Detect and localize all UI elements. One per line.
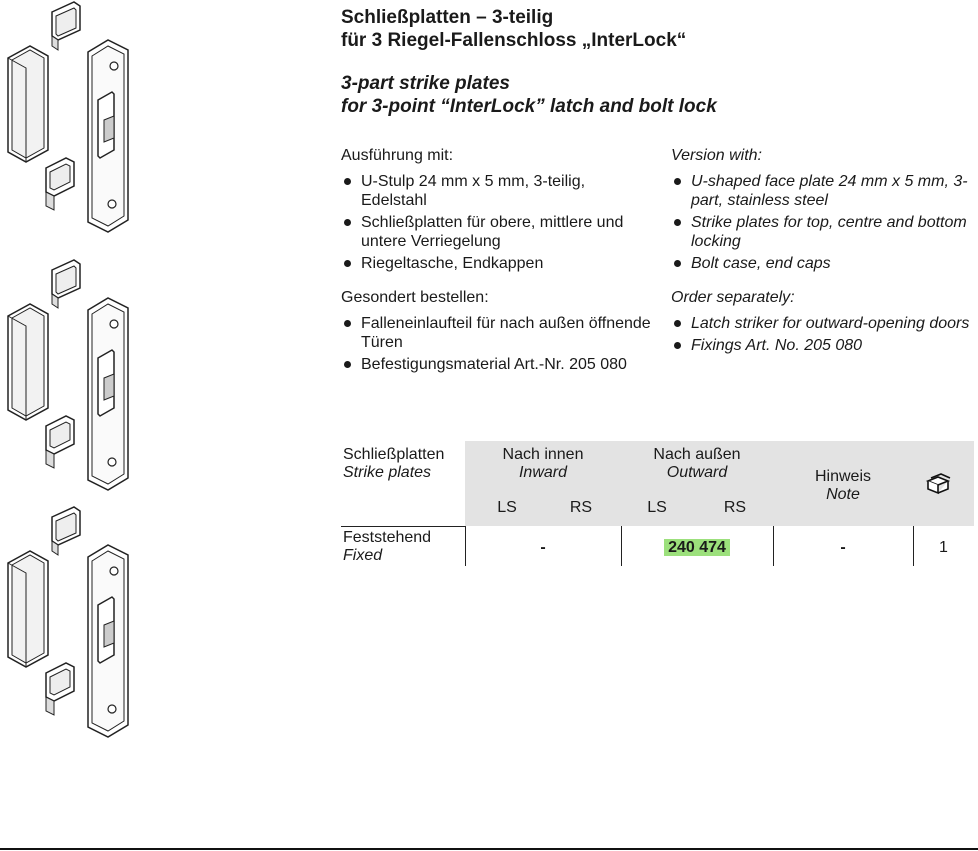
order-heading-de: Gesondert bestellen: (341, 289, 489, 306)
article-number: 240 474 (664, 539, 730, 556)
header-strike-plates (343, 446, 444, 482)
list-item: U-shaped face plate 24 mm x 5 mm, 3-part, stainless steel (671, 172, 976, 210)
title-english (341, 72, 717, 118)
order-list-de (341, 314, 651, 374)
version-heading-en: Version with: (671, 147, 762, 164)
header-inward-en: Inward (518, 464, 568, 481)
header-outward-de: Nach außen (653, 446, 741, 463)
header-strike-plates-de: Schließplatten (343, 446, 445, 463)
subheader-inward-ls: LS (497, 499, 517, 516)
row-divider (341, 526, 465, 527)
description-english (671, 146, 976, 358)
row-label-fixed (343, 529, 431, 565)
header-outward-en: Outward (666, 464, 728, 481)
version-list-en (671, 172, 976, 273)
list-item: Latch striker for outward-opening doors (671, 314, 976, 333)
header-inward (465, 446, 621, 482)
row-label-fixed-en: Fixed (343, 547, 383, 564)
title-german-line2: für 3 Riegel-Fallenschloss „InterLock“ (341, 30, 687, 51)
row-label-fixed-de: Feststehend (343, 529, 432, 546)
list-item: Riegeltasche, Endkappen (341, 254, 651, 273)
header-note-en: Note (826, 486, 860, 503)
subheader-outward-ls: LS (647, 499, 667, 516)
title-english-line1: 3-part strike plates (341, 73, 510, 94)
header-note (773, 468, 913, 504)
title-english-line2: for 3-point “InterLock” latch and bolt lock (341, 96, 717, 117)
order-list-en (671, 314, 976, 355)
header-strike-plates-en: Strike plates (343, 464, 432, 481)
header-inward-de: Nach innen (502, 446, 584, 463)
article-table (341, 441, 974, 569)
package-box-icon (925, 473, 951, 495)
order-heading-en: Order separately: (671, 289, 795, 306)
list-item: Falleneinlaufteil für nach außen öffnende Türen (341, 314, 651, 352)
list-item: Strike plates for top, centre and bottom locking (671, 213, 976, 251)
subheader-outward-rs: RS (723, 499, 747, 516)
inward-value: - (540, 539, 546, 556)
list-item: Bolt case, end caps (671, 254, 976, 273)
pack-quantity: 1 (939, 539, 948, 556)
outward-article-cell (621, 539, 773, 557)
header-note-de: Hinweis (814, 468, 871, 485)
list-item: U-Stulp 24 mm x 5 mm, 3-teilig, Edelstahl (341, 172, 651, 210)
list-item: Befestigungsmaterial Art.-Nr. 205 080 (341, 355, 651, 374)
page-bottom-rule (0, 848, 978, 850)
description-german (341, 146, 651, 377)
version-heading-de: Ausführung mit: (341, 147, 454, 164)
list-item: Schließplatten für obere, mittlere und untere Verriegelung (341, 213, 651, 251)
title-german (341, 6, 686, 52)
strike-plates-illustration (0, 0, 160, 760)
subheader-inward-rs: RS (569, 499, 593, 516)
list-item: Fixings Art. No. 205 080 (671, 336, 976, 355)
header-outward (621, 446, 773, 482)
title-german-line1: Schließplatten – 3-teilig (341, 7, 554, 28)
version-list-de (341, 172, 651, 273)
note-value: - (840, 539, 846, 556)
